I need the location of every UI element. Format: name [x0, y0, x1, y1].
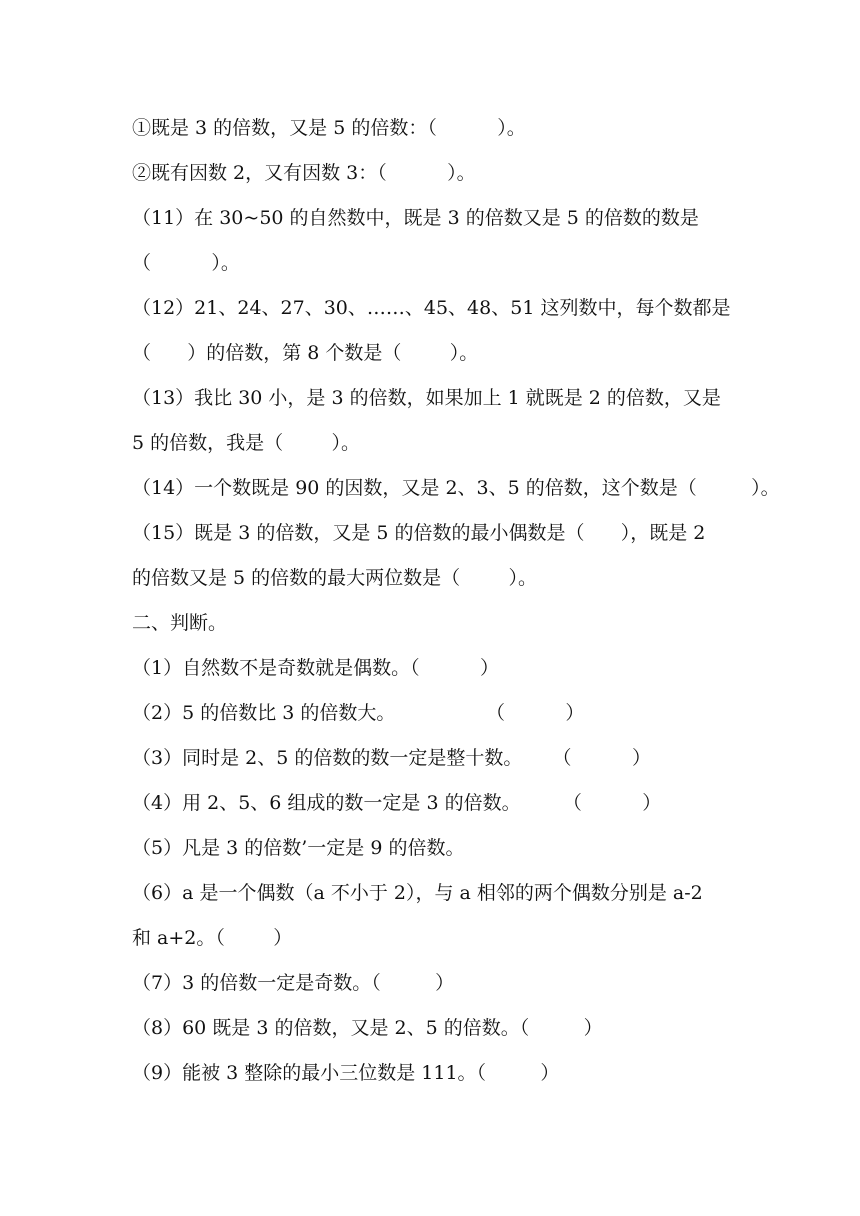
section-heading: 二、判断。 — [132, 612, 228, 634]
question-line: （ ）的倍数，第 8 个数是（ ）。 — [132, 342, 479, 364]
question-line: ②既有因数 2，又有因数 3：（ ）。 — [132, 162, 476, 184]
judgement-item: 和 a+2。（ ） — [132, 927, 293, 949]
judgement-item: （8）60 既是 3 的倍数，又是 2、5 的倍数。（ ） — [132, 1017, 603, 1039]
question-line: 的倍数又是 5 的倍数的最大两位数是（ ）。 — [132, 567, 537, 589]
judgement-item: （5）凡是 3 的倍数’一定是 9 的倍数。 — [132, 837, 465, 859]
question-line: （15）既是 3 的倍数，又是 5 的倍数的最小偶数是（ ），既是 2 — [132, 522, 706, 544]
judgement-item: （2）5 的倍数比 3 的倍数大。 （ ） — [132, 702, 585, 724]
question-line: （ ）。 — [132, 252, 240, 274]
judgement-item: （1）自然数不是奇数就是偶数。（ ） — [132, 657, 499, 679]
judgement-item: （4）用 2、5、6 组成的数一定是 3 的倍数。 （ ） — [132, 792, 662, 814]
question-line: （13）我比 30 小，是 3 的倍数，如果加上 1 就既是 2 的倍数，又是 — [132, 387, 721, 409]
question-line: 5 的倍数，我是（ ）。 — [132, 432, 360, 454]
judgement-item: （9）能被 3 整除的最小三位数是 111。（ ） — [132, 1062, 560, 1084]
question-line: （14）一个数既是 90 的因数，又是 2、3、5 的倍数，这个数是（ ）。 — [132, 477, 780, 499]
question-line: ①既是 3 的倍数，又是 5 的倍数：（ ）。 — [132, 117, 526, 139]
question-line: （11）在 30~50 的自然数中，既是 3 的倍数又是 5 的倍数的数是 — [132, 207, 699, 229]
judgement-item: （6）a 是一个偶数（a 不小于 2），与 a 相邻的两个偶数分别是 a-2 — [132, 882, 703, 904]
question-line: （12）21、24、27、30、……、45、48、51 这列数中，每个数都是 — [132, 297, 731, 319]
judgement-item: （3）同时是 2、5 的倍数的数一定是整十数。 （ ） — [132, 747, 651, 769]
judgement-item: （7）3 的倍数一定是奇数。（ ） — [132, 972, 455, 994]
